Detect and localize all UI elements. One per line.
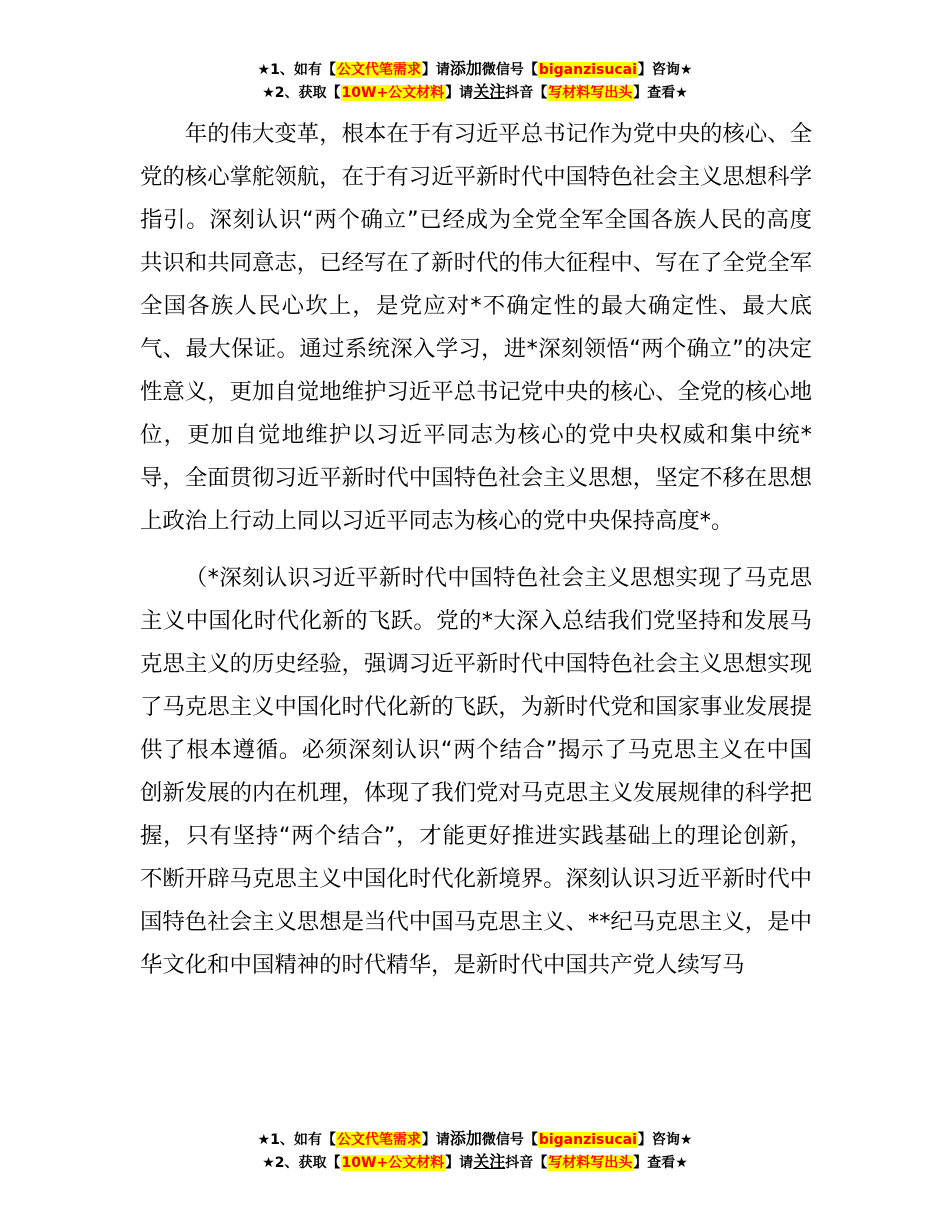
banner-line-2-emphasis: 关注 (473, 82, 506, 101)
footer-line-2-prefix: ★2、获取【 (262, 1155, 341, 1171)
banner-line-2 (0, 81, 950, 104)
footer-line-2-highlight-materials: 10W+公文材料 (341, 1155, 445, 1171)
banner-line-1-mid: 】请 (421, 62, 450, 78)
paragraph-1: 年的伟大变革，根本在于有习近平总书记作为党中央的核心、全党的核心掌舵领航，在于有习近平新时代中国特色社会主义思想科学指引。深刻认识“两个确立”已经成为全党全军全国各族人民的高度共识和共同意志，已经写在了新时代的伟大征程中、写在了全党全军全国各族人民心坎上，是党应对*不确定性的最大确定性、最大底气、最大保证。通过系统深入学习，进*深刻领悟“两个确立”的决定性意义，更加自觉地维护习近平总书记党中央的核心、全党的核心地位，更加自觉地维护以习近平同志为核心的党中央权威和集中统*导，全面贯彻习近平新时代中国特色社会主义思想，坚定不移在思想上政治上行动上同以习近平同志为核心的党中央保持高度*。 (140, 121, 812, 534)
banner-line-1-emphasis: 添加 (449, 59, 482, 78)
footer-line-2-suffix: 】查看★ (633, 1155, 688, 1171)
footer-line-1-highlight-service: 公文代笔需求 (336, 1132, 421, 1148)
banner-line-1-highlight-service: 公文代笔需求 (336, 62, 421, 78)
footer-line-1-mid: 】请 (421, 1132, 450, 1148)
banner-line-1-highlight-wechat: biganzisucai (538, 62, 637, 78)
banner-line-1-mid2: 微信号【 (481, 62, 538, 78)
banner-line-2-highlight-materials: 10W+公文材料 (341, 85, 445, 101)
banner-line-2-prefix: ★2、获取【 (262, 85, 341, 101)
footer-line-2-mid: 】请 (445, 1155, 474, 1171)
footer-line-2-mid2: 抖音【 (505, 1155, 548, 1171)
banner-line-1-suffix: 】咨询★ (637, 62, 693, 78)
banner-line-2-suffix: 】查看★ (633, 85, 688, 101)
document-body (140, 113, 812, 987)
banner-line-1 (0, 58, 950, 81)
footer-line-1-emphasis: 添加 (449, 1129, 482, 1148)
footer-line-1-mid2: 微信号【 (481, 1132, 538, 1148)
footer-banner-line-2 (0, 1151, 950, 1174)
header-banner (0, 58, 950, 104)
footer-line-2-highlight-douyin: 写材料写出头 (548, 1155, 633, 1171)
paragraph-2: （*深刻认识习近平新时代中国特色社会主义思想实现了马克思主义中国化时代化新的飞跃。党的*大深入总结我们党坚持和发展马克思主义的历史经验，强调习近平新时代中国特色社会主义思想实现了马克思主义中国化时代化新的飞跃，为新时代党和国家事业发展提供了根本遵循。必须深刻认识“两个结合”揭示了马克思主义在中国创新发展的内在机理，体现了我们党对马克思主义发展规律的科学把握，只有坚持“两个结合”，才能更好推进实践基础上的理论创新，不断开辟马克思主义中国化时代化新境界。深刻认识习近平新时代中国特色社会主义思想是当代中国马克思主义、**纪马克思主义，是中华文化和中国精神的时代精华，是新时代中国共产党人续写马 (140, 565, 812, 978)
footer-banner (0, 1128, 950, 1174)
footer-line-1-prefix: ★1、如有【 (257, 1132, 336, 1148)
footer-banner-line-1 (0, 1128, 950, 1151)
banner-line-2-highlight-douyin: 写材料写出头 (548, 85, 633, 101)
footer-line-1-suffix: 】咨询★ (637, 1132, 693, 1148)
banner-line-2-mid: 】请 (445, 85, 474, 101)
banner-line-2-mid2: 抖音【 (505, 85, 548, 101)
footer-line-2-emphasis: 关注 (473, 1152, 506, 1171)
footer-line-1-highlight-wechat: biganzisucai (538, 1132, 637, 1148)
banner-line-1-prefix: ★1、如有【 (257, 62, 336, 78)
